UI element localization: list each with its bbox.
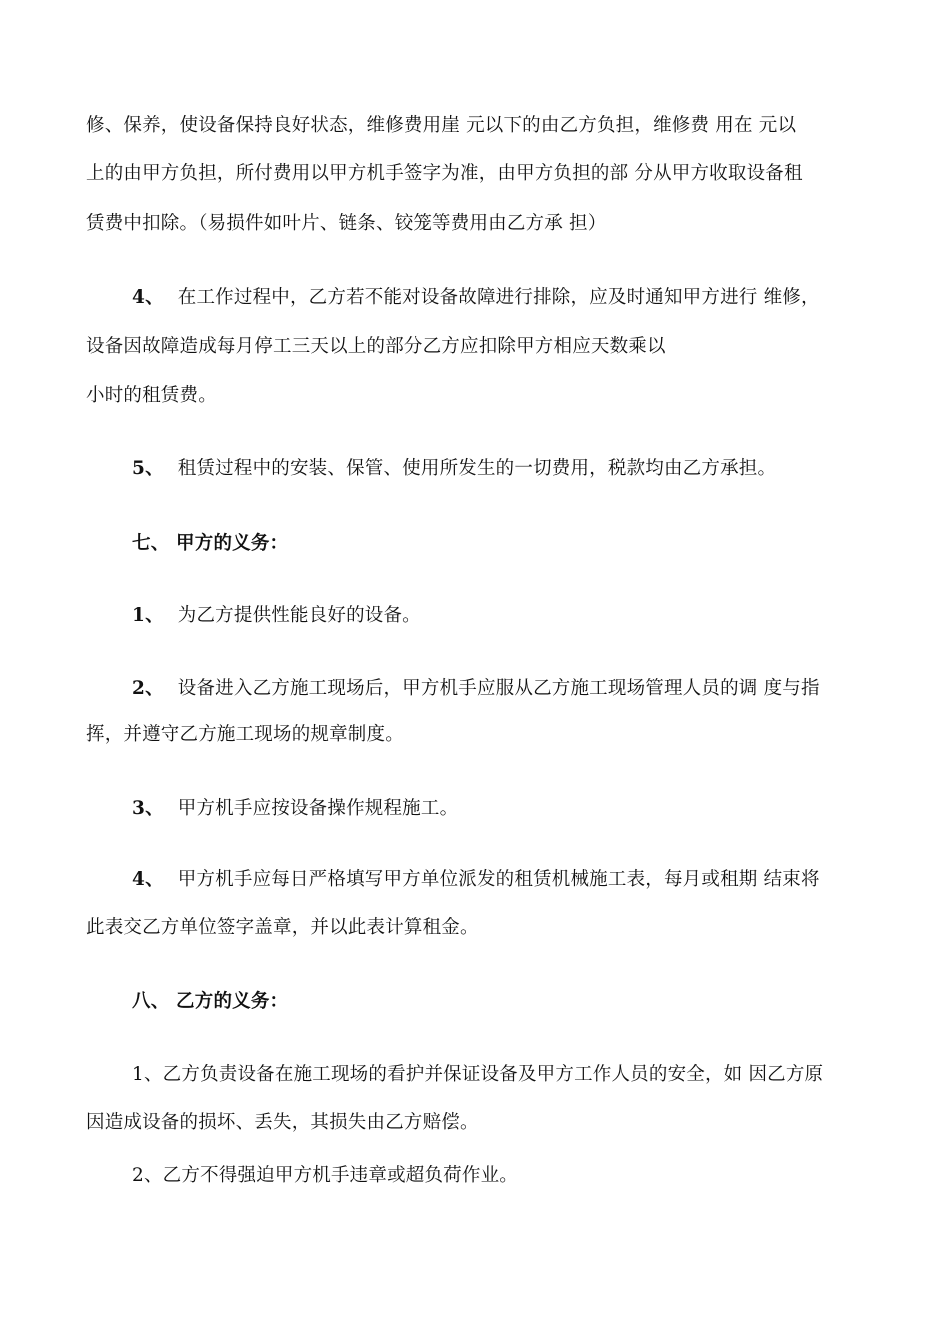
clause-4-line <box>132 285 820 311</box>
paragraph-line: 小时的租赁费。 <box>86 385 217 406</box>
clause-5-line <box>132 456 776 482</box>
clause-text: 甲方机手应按设备操作规程施工。 <box>177 798 459 819</box>
clause-number: 2、 <box>132 678 164 699</box>
section-heading-seven: 七、 甲方的义务： <box>132 533 289 554</box>
clause-1-line <box>132 603 421 629</box>
clause-text: 为乙方提供性能良好的设备。 <box>177 605 421 626</box>
clause-line: 2、乙方不得强迫甲方机手违章或超负荷作业。 <box>132 1165 518 1186</box>
clause-3-line <box>132 796 458 822</box>
clause-text: 在工作过程中，乙方若不能对设备故障进行排除，应及时通知甲方进行 维修， <box>177 287 820 308</box>
clause-number: 5、 <box>132 458 164 479</box>
paragraph-line: 修、保养，使设备保持良好状态，维修费用崖 元以下的由乙方负担，维修费 用在 元以 <box>86 115 797 136</box>
section-heading-eight: 八、 乙方的义务： <box>132 991 289 1012</box>
paragraph-line: 挥，并遵守乙方施工现场的规章制度。 <box>86 724 404 745</box>
clause-text: 租赁过程中的安装、保管、使用所发生的一切费用，税款均由乙方承担。 <box>177 458 777 479</box>
paragraph-line: 赁费中扣除。（易损件如叶片、链条、铰笼等费用由乙方承 担） <box>86 213 607 234</box>
clause-number: 4、 <box>132 869 164 890</box>
paragraph-line: 设备因故障造成每月停工三天以上的部分乙方应扣除甲方相应天数乘以 <box>86 336 666 357</box>
paragraph-line: 因造成设备的损坏、丢失，其损失由乙方赔偿。 <box>86 1112 479 1133</box>
clause-line: 1、乙方负责设备在施工现场的看护并保证设备及甲方工作人员的安全，如 因乙方原 <box>132 1064 824 1085</box>
clause-4-line <box>132 867 820 893</box>
clause-text: 设备进入乙方施工现场后，甲方机手应服从乙方施工现场管理人员的调 度与指 <box>177 678 820 699</box>
paragraph-line: 此表交乙方单位签字盖章，并以此表计算租金。 <box>86 917 479 938</box>
clause-text: 甲方机手应每日严格填写甲方单位派发的租赁机械施工表，每月或租期 结束将 <box>177 869 820 890</box>
clause-2-line <box>132 676 820 702</box>
clause-number: 4、 <box>132 287 164 308</box>
clause-number: 3、 <box>132 798 164 819</box>
paragraph-line: 上的由甲方负担，所付费用以甲方机手签字为准，由甲方负担的部 分从甲方收取设备租 <box>86 163 803 184</box>
clause-number: 1、 <box>132 605 164 626</box>
